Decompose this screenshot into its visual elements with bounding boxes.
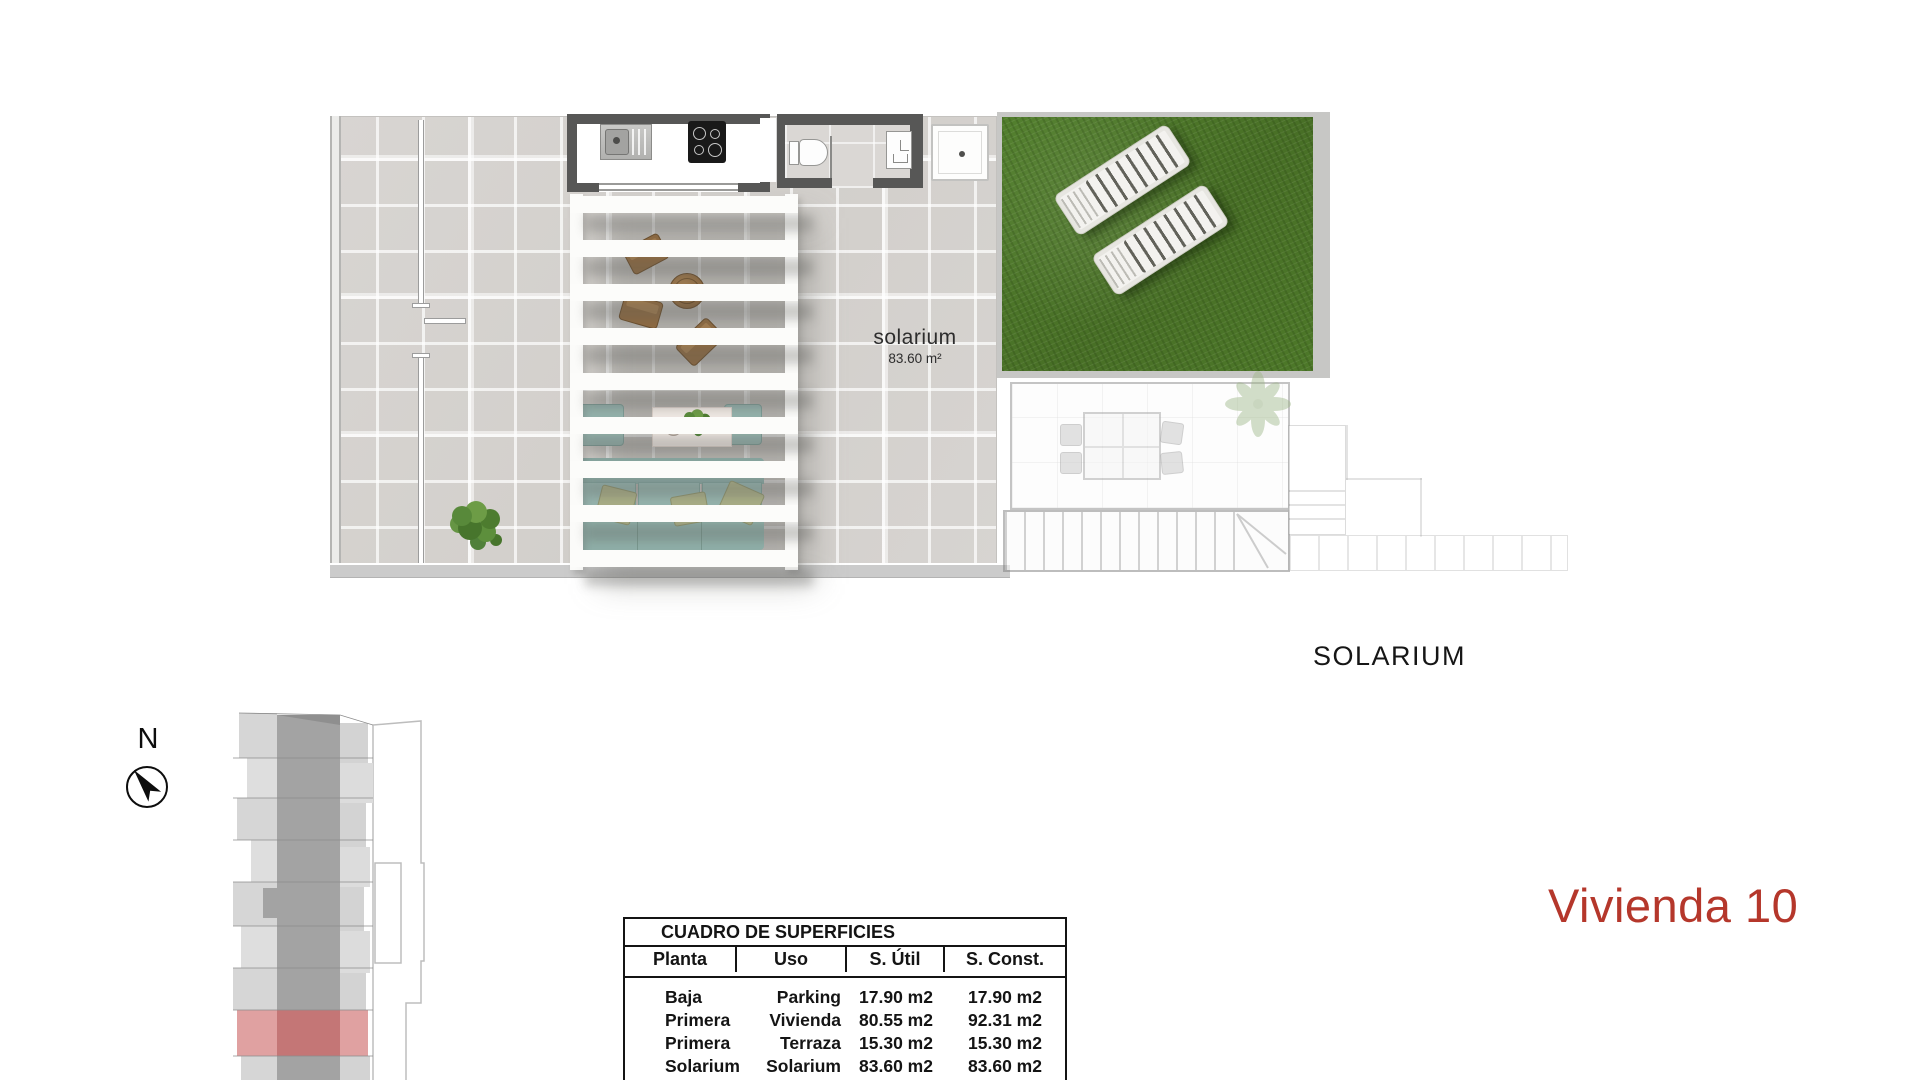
neighbour-chair-icon	[1060, 424, 1082, 446]
pergola-slat	[570, 417, 798, 434]
cell-s-util: 17.90 m2	[859, 987, 933, 1007]
col-header-s-const: S. Const.	[965, 949, 1044, 969]
bush-plant-icon	[452, 506, 472, 526]
wall-stub	[785, 178, 832, 188]
divider-handle	[412, 353, 430, 358]
table-row	[625, 986, 1065, 1009]
toilet-icon	[789, 141, 799, 165]
shower-drain-icon	[959, 151, 965, 157]
col-header-s-util: S. Útil	[847, 947, 945, 972]
winder-steps	[1235, 512, 1288, 570]
cell-s-const: 92.31 m2	[968, 1010, 1042, 1030]
cell-s-util: 83.60 m2	[859, 1056, 933, 1076]
surfaces-table	[623, 917, 1067, 1080]
cell-s-const: 83.60 m2	[968, 1056, 1042, 1076]
surfaces-table-header	[625, 947, 1065, 972]
site-plan-key	[225, 703, 425, 1080]
cell-s-const: 15.30 m2	[968, 1033, 1042, 1053]
neighbour-chair-icon	[1160, 421, 1185, 446]
neighbour-chair-icon	[1160, 451, 1184, 475]
toilet-icon	[799, 139, 828, 166]
compass-north-label: N	[137, 723, 159, 755]
boundary-line	[1346, 478, 1422, 480]
boundary-line	[1346, 425, 1348, 480]
pergola-slat	[570, 284, 798, 301]
glass-screen	[424, 318, 466, 324]
cell-s-util: 15.30 m2	[859, 1033, 933, 1053]
shower-tray-icon	[931, 124, 989, 181]
floor-label: SOLARIUM	[1313, 641, 1467, 671]
cell-planta: Primera	[665, 1033, 731, 1053]
kitchen-door-opening	[760, 118, 777, 182]
glass-divider-bottom	[418, 358, 424, 563]
washbasin-icon	[886, 131, 912, 169]
communal-stairs	[1288, 535, 1568, 571]
room-label	[850, 326, 980, 366]
left-railing	[330, 116, 343, 575]
unit-title: Vivienda 10	[1548, 879, 1799, 932]
wall-stub	[738, 183, 770, 192]
surfaces-table-title: CUADRO DE SUPERFICIES	[625, 919, 1065, 947]
col-header-uso: Uso	[737, 947, 847, 972]
neighbour-table-icon	[1083, 412, 1161, 480]
cell-planta: Solarium	[665, 1056, 740, 1076]
bathroom-door	[830, 136, 832, 178]
pergola-slat	[570, 373, 798, 390]
communal-landing	[1288, 425, 1346, 535]
cell-planta: Primera	[665, 1010, 731, 1030]
cell-s-util: 80.55 m2	[859, 1010, 933, 1030]
pergola-slat	[570, 240, 798, 257]
table-row	[625, 1055, 1065, 1078]
table-row	[625, 1032, 1065, 1055]
col-header-planta: Planta	[625, 947, 737, 972]
room-area: 83.60 m²	[888, 351, 942, 366]
table-row	[625, 1009, 1065, 1032]
cell-uso: Parking	[776, 987, 841, 1007]
room-name: solarium	[873, 326, 957, 349]
cell-uso: Terraza	[780, 1033, 841, 1053]
cell-s-const: 17.90 m2	[968, 987, 1042, 1007]
cell-uso: Solarium	[766, 1056, 841, 1076]
stair-steps	[1005, 512, 1237, 570]
kitchen-hob-icon	[688, 121, 726, 163]
pergola	[570, 194, 798, 570]
divider-handle	[412, 303, 430, 308]
surfaces-table-body	[625, 978, 1065, 1078]
compass-needle-icon	[119, 758, 177, 816]
pergola-slat	[570, 461, 798, 478]
boundary-line	[1420, 478, 1422, 537]
glass-divider-top	[418, 120, 424, 306]
palm-tree-icon	[1222, 368, 1294, 440]
neighbour-chair-icon	[1060, 452, 1082, 474]
wall-stub	[873, 178, 923, 188]
site-plan-highlight	[237, 1010, 368, 1056]
pergola-slat	[570, 328, 798, 345]
pergola-slat	[570, 196, 798, 213]
cell-planta: Baja	[665, 987, 702, 1007]
access-stairs	[1003, 510, 1290, 572]
wall-stub	[567, 183, 599, 192]
cell-uso: Vivienda	[769, 1010, 841, 1030]
pergola-slat	[570, 505, 798, 522]
kitchen-room	[567, 114, 770, 192]
pergola-slat	[570, 550, 798, 567]
kitchen-sink-icon	[600, 124, 652, 160]
kitchen-window	[579, 183, 758, 191]
